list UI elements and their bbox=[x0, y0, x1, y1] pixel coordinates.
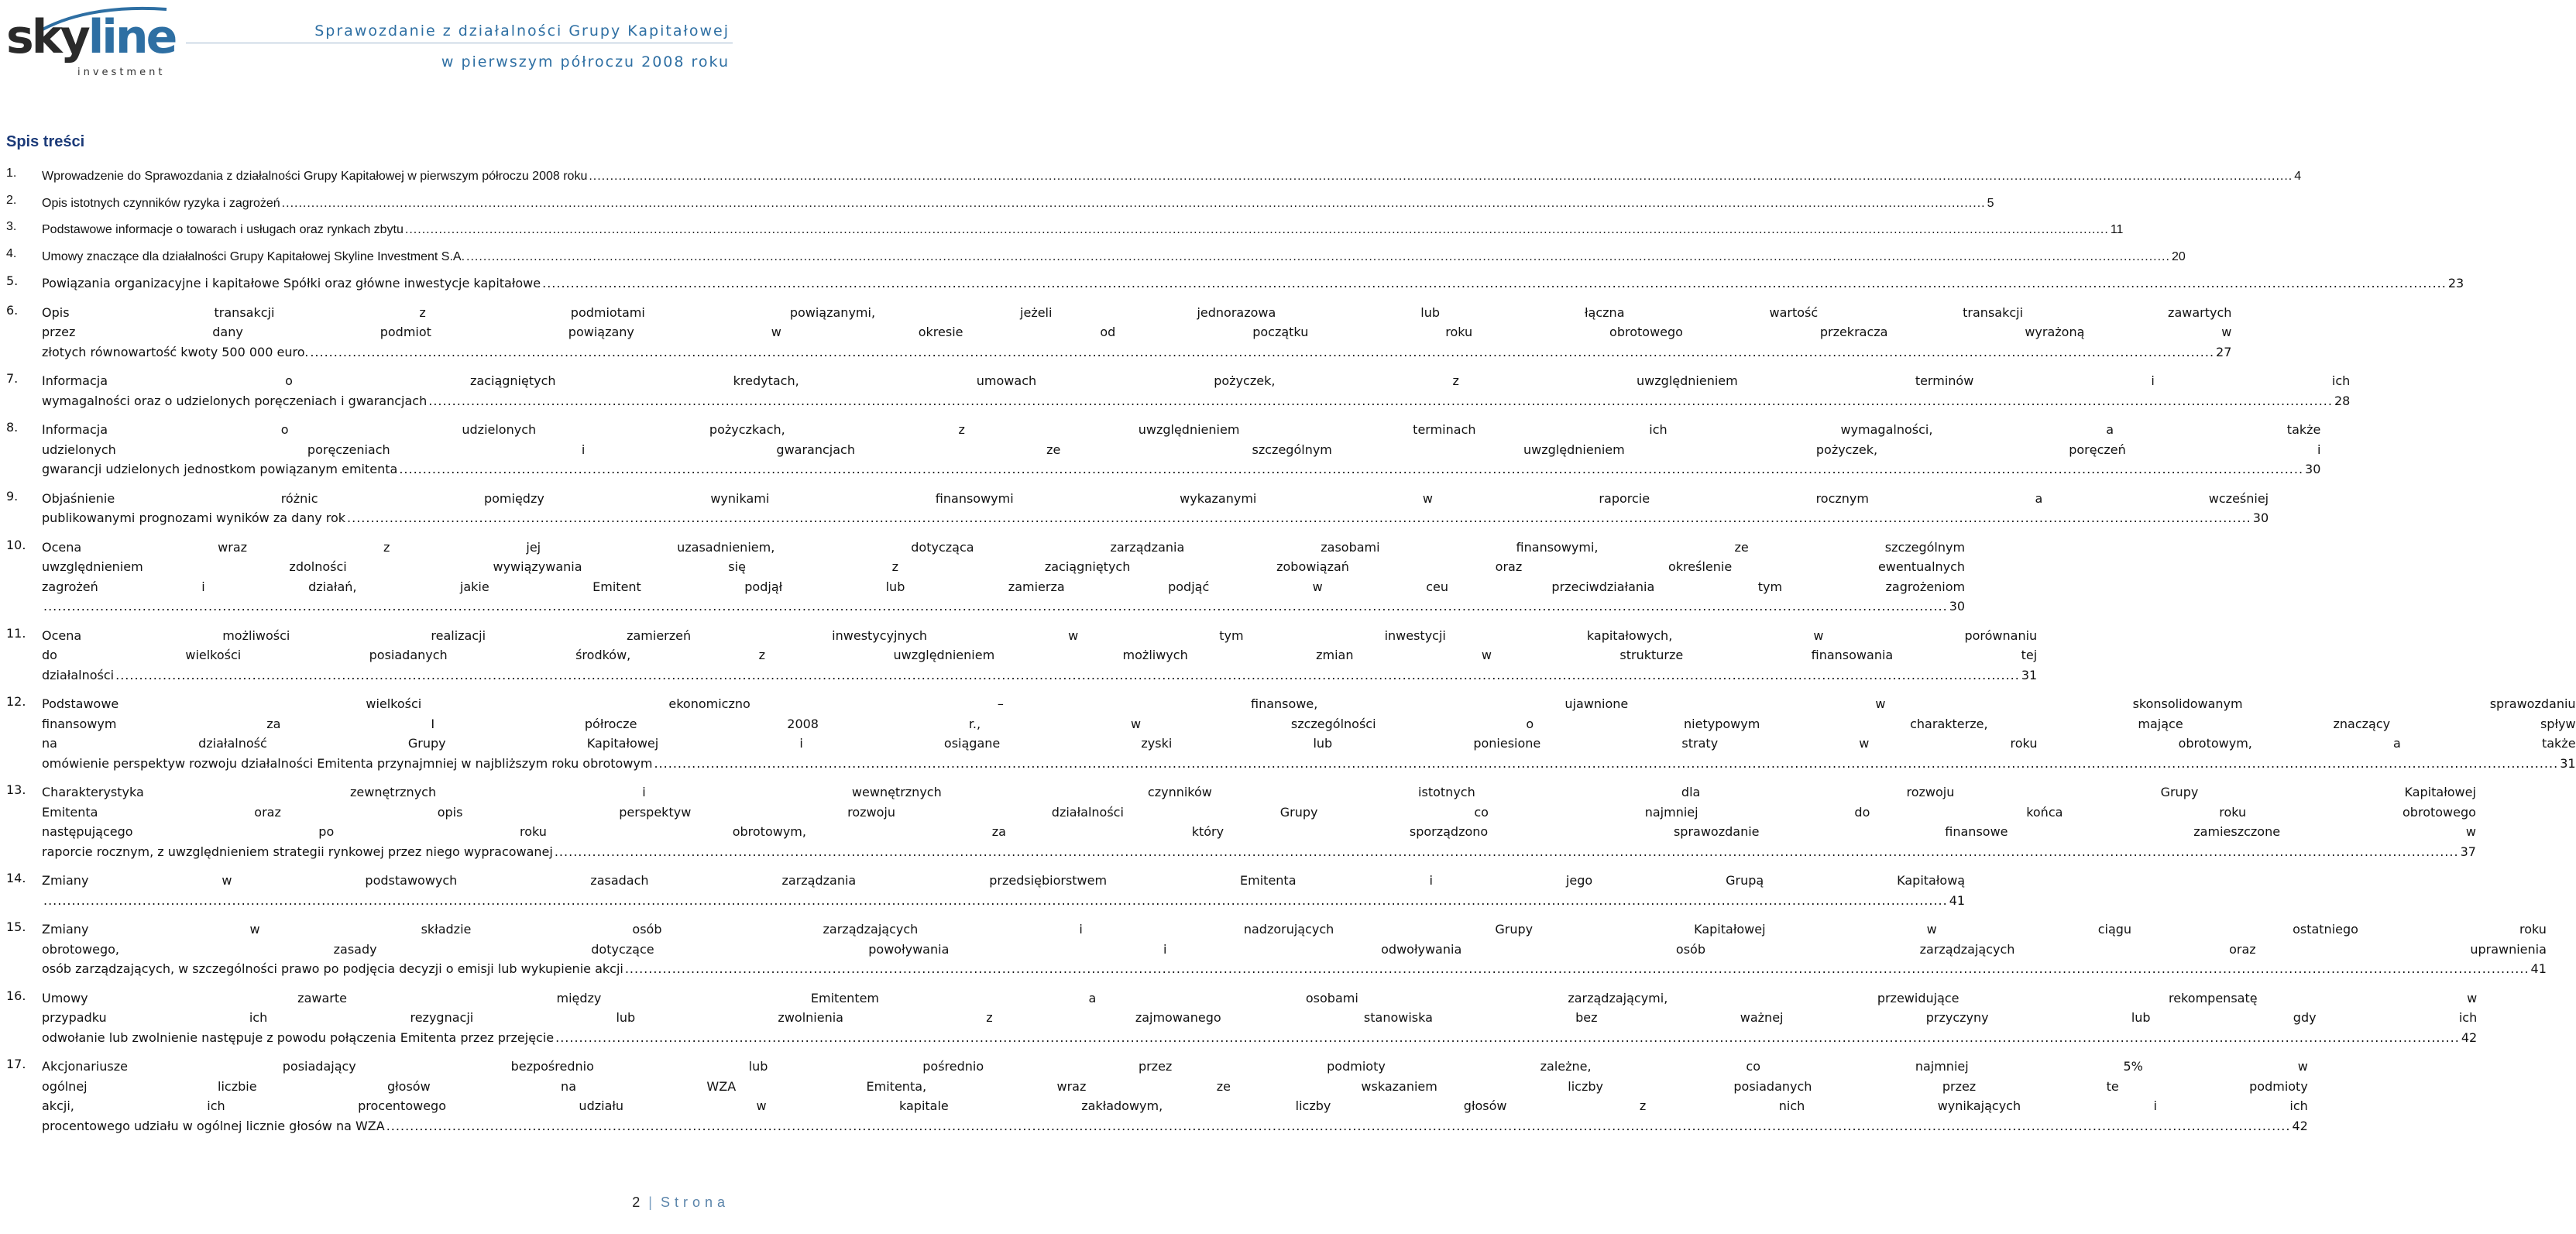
toc-entry-title: raporcie rocznym, z uwzględnieniem strategii rynkowej przez niego wypracowanej bbox=[42, 844, 553, 859]
toc-leader-dots bbox=[555, 842, 2459, 862]
toc-entry-line: przypadku ich rezygnacji lub zwolnienia z zajmowanego stanowiska bez ważnej przyczyny lub gdy ich bbox=[42, 1010, 2478, 1025]
toc-entry-body bbox=[42, 303, 2231, 363]
toc-entry[interactable] bbox=[6, 420, 2321, 480]
toc-leader-dots bbox=[589, 167, 2293, 187]
toc-entry-line: Umowy zawarte między Emitentem a osobami zarządzającymi, przewidujące rekompensatę w bbox=[42, 990, 2478, 1005]
toc-entry-number: 7. bbox=[6, 371, 19, 386]
toc-entry[interactable] bbox=[6, 220, 2124, 240]
toc-entry-line: Ocena wraz z jej uzasadnieniem, dotycząca zarządzania zasobami finansowymi, ze szczególnym bbox=[42, 539, 1966, 555]
toc-leader-dots bbox=[555, 1028, 2460, 1048]
toc-entry-title: Wprowadzenie do Sprawozdania z działalności Grupy Kapitałowej w pierwszym półroczu 2008 roku bbox=[42, 170, 588, 183]
toc-page-number[interactable]: 28 bbox=[2334, 393, 2351, 408]
toc-heading: Spis treści bbox=[6, 133, 85, 150]
toc-entry-body bbox=[42, 988, 2477, 1048]
toc-entry-body bbox=[42, 167, 2301, 187]
logo-wordmark-text: sky bbox=[6, 10, 88, 64]
toc-entry-title: Powiązania organizacyjne i kapitałowe Spółki oraz główne inwestycje kapitałowe bbox=[42, 276, 541, 290]
logo-subtitle: investment bbox=[77, 67, 166, 78]
toc-entry-line: do wielkości posiadanych środków, z uwzględnieniem możliwych zmian w strukturze finansowania tej bbox=[42, 648, 2038, 662]
toc-entry-last-line bbox=[42, 891, 1965, 911]
toc-entry-last-line bbox=[42, 220, 2123, 240]
toc-entry[interactable] bbox=[6, 302, 2232, 363]
toc-entry-line: zagrożeń i działań, jakie Emitent podjął lub zamierza podjąć w ceu przeciwdziałania tym zagrożeniom bbox=[42, 579, 1966, 594]
toc-entry-body bbox=[42, 220, 2123, 240]
toc-entry-number: 2. bbox=[6, 193, 17, 207]
toc-page-number[interactable]: 23 bbox=[2447, 276, 2464, 290]
toc-entry-body bbox=[42, 694, 2576, 773]
logo-wordmark: skyline bbox=[6, 10, 176, 64]
toc-entry-number: 10. bbox=[6, 537, 26, 552]
toc-page-number[interactable]: 4 bbox=[2294, 170, 2302, 183]
toc-entry-title: Podstawowe informacje o towarach i usługach oraz rynkach zbytu bbox=[42, 223, 404, 236]
toc-entry[interactable] bbox=[6, 488, 2269, 528]
toc-entry-body bbox=[42, 420, 2320, 480]
toc-entry-last-line bbox=[42, 842, 2476, 862]
toc-entry-number: 13. bbox=[6, 782, 26, 797]
toc-page-number[interactable]: 31 bbox=[2021, 667, 2038, 682]
toc-entry-last-line bbox=[42, 342, 2231, 363]
toc-entry-body bbox=[42, 371, 2350, 411]
toc-entry-last-line bbox=[42, 194, 1994, 214]
document-title-line1: Sprawozdanie z działalności Grupy Kapitałowej bbox=[314, 22, 730, 40]
toc-entry-last-line bbox=[42, 1028, 2477, 1048]
toc-entry-last-line bbox=[42, 167, 2301, 187]
toc-entry[interactable] bbox=[6, 988, 2478, 1048]
toc-entry[interactable] bbox=[6, 1057, 2308, 1136]
page-number: 2 bbox=[632, 1194, 643, 1210]
toc-entry-last-line bbox=[42, 508, 2269, 528]
toc-entry-title: odwołanie lub zwolnienie następuje z powodu połączenia Emitenta przez przejęcie bbox=[42, 1029, 555, 1045]
toc-entry-number: 17. bbox=[6, 1057, 26, 1071]
toc-entry-number: 12. bbox=[6, 694, 26, 709]
toc-entry-body bbox=[42, 919, 2547, 979]
toc-entry-body bbox=[42, 538, 1965, 617]
toc-entry-title: gwarancji udzielonych jednostkom powiązanym emitenta bbox=[42, 462, 398, 476]
toc-page-number[interactable]: 31 bbox=[2560, 755, 2576, 771]
toc-entry[interactable] bbox=[6, 167, 2302, 187]
toc-entry-line: Informacja o udzielonych pożyczkach, z uwzględnieniem terminach ich wymagalności, a także bbox=[42, 422, 2321, 437]
toc-entry[interactable] bbox=[6, 871, 1966, 910]
toc-entry[interactable] bbox=[6, 246, 2186, 267]
toc-entry-body bbox=[42, 626, 2037, 686]
toc-entry-line: obrotowego, zasady dotyczące powoływania i odwoływania osób zarządzających oraz uprawnienia bbox=[42, 941, 2547, 957]
toc-page-number[interactable]: 41 bbox=[2530, 961, 2547, 976]
toc-page-number[interactable]: 27 bbox=[2216, 344, 2232, 359]
toc-entry-line: akcji, ich procentowego udziału w kapitale zakładowym, liczby głosów z nich wynikających i ich bbox=[42, 1098, 2308, 1113]
toc-entry-line: Objaśnienie różnic pomiędzy wynikami finansowymi wykazanymi w raporcie rocznym a wcześniej bbox=[42, 490, 2269, 506]
toc-entry-line: Opis transakcji z podmiotami powiązanymi, jeżeli jednorazowa lub łączna wartość transakcji zawartych bbox=[42, 304, 2232, 320]
toc-leader-dots bbox=[347, 508, 2251, 528]
toc-entry[interactable] bbox=[6, 273, 2464, 294]
toc-entry-title: działalności bbox=[42, 667, 115, 682]
toc-leader-dots bbox=[466, 247, 2170, 267]
toc-entry[interactable] bbox=[6, 625, 2038, 686]
toc-entry[interactable] bbox=[6, 694, 2576, 773]
toc-entry-last-line bbox=[42, 754, 2576, 774]
toc-entry-line: Podstawowe wielkości ekonomiczno – finansowe, ujawnione w skonsolidowanym sprawozdaniu bbox=[42, 696, 2576, 711]
toc-entry-last-line bbox=[42, 959, 2547, 979]
toc-entry-last-line bbox=[42, 247, 2186, 267]
toc-leader-dots bbox=[282, 194, 1986, 214]
toc-entry-number: 3. bbox=[6, 220, 17, 233]
toc-page-number[interactable]: 20 bbox=[2171, 249, 2186, 263]
toc-entry-last-line bbox=[42, 596, 1965, 617]
toc-entry-number: 15. bbox=[6, 919, 26, 934]
toc-entry-title: osób zarządzających, w szczególności prawo po podjęcia decyzji o emisji lub wykupienie akcji bbox=[42, 961, 623, 976]
toc-entry-line: Emitenta oraz opis perspektyw rozwoju działalności Grupy co najmniej do końca roku obrotowego bbox=[42, 804, 2476, 820]
toc-entry[interactable] bbox=[6, 537, 1966, 617]
toc-page-number[interactable]: 30 bbox=[2252, 510, 2269, 525]
toc-entry-number: 16. bbox=[6, 988, 26, 1003]
toc-entry-line: ogólnej liczbie głosów na WZA Emitenta, wraz ze wskazaniem liczby posiadanych przez te podmioty bbox=[42, 1078, 2308, 1094]
toc-entry-line: Ocena możliwości realizacji zamierzeń inwestycyjnych w tym inwestycji kapitałowych, w porównaniu bbox=[42, 627, 2038, 643]
toc-leader-dots bbox=[405, 220, 2109, 240]
toc-entry-line: Informacja o zaciągniętych kredytach, umowach pożyczek, z uwzględnieniem terminów i ich bbox=[42, 373, 2351, 388]
document-title-line2: w pierwszym półroczu 2008 roku bbox=[441, 53, 730, 70]
toc-entry-number: 1. bbox=[6, 167, 17, 180]
toc-entry-body bbox=[42, 273, 2464, 294]
toc-entry-number: 9. bbox=[6, 488, 19, 504]
toc-entry-last-line bbox=[42, 665, 2037, 686]
toc-entry-line: Zmiany w składzie osób zarządzających i nadzorujących Grupy Kapitałowej w ciągu ostatniego roku bbox=[42, 922, 2547, 937]
toc-entry-line: udzielonych poręczeniach i gwarancjach ze szczególnym uwzględnieniem pożyczek, poręczeń i bbox=[42, 442, 2321, 457]
footer-separator: | bbox=[648, 1194, 654, 1210]
toc-entry-number: 8. bbox=[6, 420, 19, 435]
toc-entry-title: Umowy znaczące dla działalności Grupy Kapitałowej Skyline Investment S.A. bbox=[42, 249, 465, 263]
toc-entry-last-line bbox=[42, 273, 2464, 294]
toc-leader-dots bbox=[399, 459, 2303, 480]
toc-leader-dots bbox=[542, 273, 2447, 294]
toc-entry-number: 14. bbox=[6, 871, 26, 885]
toc-page-number[interactable]: 30 bbox=[2305, 462, 2321, 476]
toc-entry-title: publikowanymi prognozami wyników za dany rok bbox=[42, 510, 346, 525]
footer-label: Strona bbox=[660, 1194, 730, 1210]
toc-entry-body bbox=[42, 194, 1994, 214]
toc-entry-title: omówienie perspektyw rozwoju działalności Emitenta przynajmniej w najbliższym roku obrotowym bbox=[42, 755, 653, 771]
toc-entry-last-line bbox=[42, 391, 2350, 411]
toc-entry-body bbox=[42, 782, 2476, 861]
toc-entry-line: Akcjonariusze posiadający bezpośrednio lub pośrednio przez podmioty zależne, co najmniej 5% w bbox=[42, 1059, 2308, 1074]
toc-entry-body bbox=[42, 1057, 2308, 1136]
toc-entry-last-line bbox=[42, 459, 2320, 480]
toc-leader-dots bbox=[115, 665, 2020, 686]
toc-entry-line: Zmiany w podstawowych zasadach zarządzania przedsiębiorstwem Emitenta i jego Grupą Kapitałową bbox=[42, 873, 1966, 888]
toc-entry-number: 4. bbox=[6, 246, 17, 260]
toc-leader-dots bbox=[428, 391, 2333, 411]
toc-entry-line: następującego po roku obrotowym, za który sporządzono sprawozdanie finansowe zamieszczone w bbox=[42, 824, 2476, 839]
toc-entry-title: Opis istotnych czynników ryzyka i zagrożeń bbox=[42, 196, 280, 210]
toc-entry-line: finansowym za I półrocze 2008 r., w szczególności o nietypowym charakterze, mające znaczący spływ bbox=[42, 716, 2576, 731]
toc-entry-line: uwzględnieniem zdolności wywiązywania się z zaciągniętych zobowiązań oraz określenie ewentualnych bbox=[42, 559, 1966, 574]
page-header bbox=[0, 0, 744, 89]
toc-leader-dots bbox=[625, 959, 2530, 979]
toc-entry-number: 11. bbox=[6, 625, 26, 641]
toc-page-number[interactable]: 37 bbox=[2460, 844, 2476, 859]
toc-entry[interactable] bbox=[6, 782, 2476, 861]
toc-page-number[interactable]: 11 bbox=[2110, 223, 2124, 236]
toc-page-number[interactable]: 41 bbox=[1949, 892, 1966, 908]
toc-page-number[interactable]: 30 bbox=[1949, 599, 1966, 614]
toc-entry-title: złotych równowartość kwoty 500 000 euro. bbox=[42, 344, 309, 359]
toc-page-number[interactable]: 42 bbox=[2461, 1029, 2478, 1045]
toc-leader-dots bbox=[310, 342, 2214, 363]
toc-entry[interactable] bbox=[6, 371, 2351, 411]
table-of-contents bbox=[6, 167, 2576, 1145]
toc-entry-line: przez dany podmiot powiązany w okresie od początku roku obrotowego przekracza wyrażoną w bbox=[42, 325, 2232, 339]
toc-entry-line: na działalność Grupy Kapitałowej i osiągane zyski lub poniesione straty w roku obrotowym, a także bbox=[42, 736, 2576, 751]
toc-entry[interactable] bbox=[6, 919, 2547, 979]
toc-leader-dots bbox=[654, 754, 2558, 774]
toc-entry-number: 6. bbox=[6, 302, 19, 318]
toc-leader-dots bbox=[386, 1116, 2291, 1136]
toc-entry-body bbox=[42, 871, 1965, 910]
document-title bbox=[314, 15, 730, 77]
toc-leader-dots bbox=[43, 891, 1948, 911]
toc-entry[interactable] bbox=[6, 193, 1994, 214]
toc-entry-body bbox=[42, 489, 2269, 528]
toc-entry-title: wymagalności oraz o udzielonych poręczeniach i gwarancjach bbox=[42, 393, 428, 408]
skyline-logo bbox=[0, 0, 176, 87]
toc-page-number[interactable]: 42 bbox=[2292, 1118, 2308, 1133]
toc-leader-dots bbox=[43, 596, 1948, 617]
toc-entry-number: 5. bbox=[6, 273, 19, 288]
toc-entry-body bbox=[42, 247, 2186, 267]
toc-entry-title: procentowego udziału w ogólnej licznie głosów na WZA bbox=[42, 1118, 385, 1133]
toc-entry-last-line bbox=[42, 1116, 2308, 1136]
toc-entry-line: Charakterystyka zewnętrznych i wewnętrznych czynników istotnych dla rozwoju Grupy Kapitałowej bbox=[42, 785, 2476, 799]
toc-page-number[interactable]: 5 bbox=[1987, 196, 1994, 210]
page-footer bbox=[632, 1194, 730, 1211]
